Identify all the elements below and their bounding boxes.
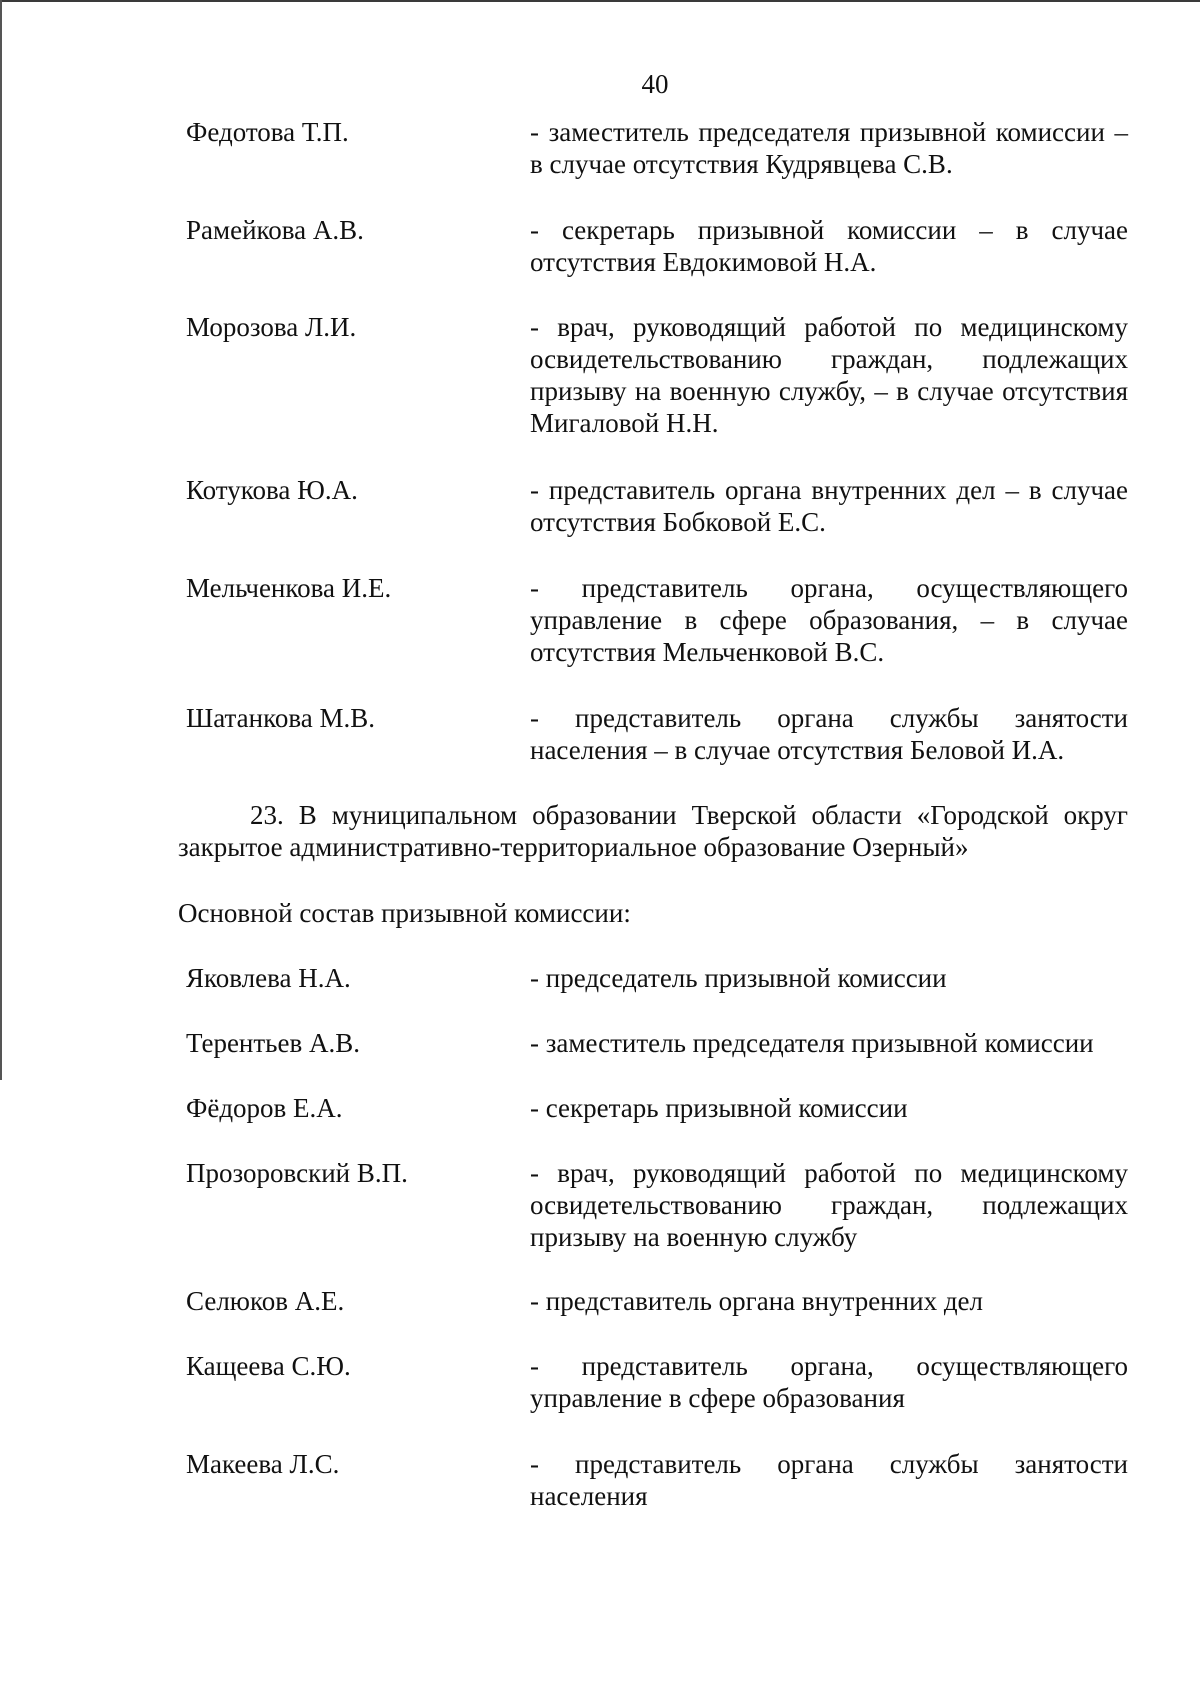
member-name: Прозоровский В.П. — [186, 1158, 408, 1188]
scan-top-edge — [0, 0, 1200, 2]
member-role: - заместитель председателя призывной комиссии — [530, 1028, 1094, 1058]
page-number: 40 — [641, 69, 669, 99]
member-role: - представитель органа, осуществляющего управление в сфере образования, – в случае отсутствия Мельченковой В.С. — [530, 573, 1128, 667]
member-name: Терентьев А.В. — [186, 1028, 360, 1058]
member-role: - секретарь призывной комиссии – в случае отсутствия Евдокимовой Н.А. — [530, 215, 1128, 277]
item-23-heading: 23. В муниципальном образовании Тверской области «Городской округ закрытое административно-территориальное образование Озерный» — [178, 800, 1128, 862]
member-name: Котукова Ю.А. — [186, 475, 358, 505]
member-role: - представитель органа, осуществляющего управление в сфере образования — [530, 1351, 1128, 1413]
member-name: Шатанкова М.В. — [186, 703, 375, 733]
member-role: - врач, руководящий работой по медицинскому освидетельствованию граждан, подлежащих призыву на военную службу, – в случае отсутствия Мигаловой Н.Н. — [530, 312, 1128, 438]
scan-left-edge — [0, 0, 2, 1080]
member-name: Рамейкова А.В. — [186, 215, 364, 245]
member-role: - представитель органа службы занятости населения — [530, 1449, 1128, 1511]
member-role: - председатель призывной комиссии — [530, 963, 947, 993]
member-name: Мельченкова И.Е. — [186, 573, 392, 603]
member-name: Морозова Л.И. — [186, 312, 357, 342]
member-name: Селюков А.Е. — [186, 1286, 345, 1316]
member-role: - представитель органа внутренних дел – в случае отсутствия Бобковой Е.С. — [530, 475, 1128, 537]
member-name: Кащеева С.Ю. — [186, 1351, 351, 1381]
member-role: - врач, руководящий работой по медицинскому освидетельствованию граждан, подлежащих призыву на военную службу — [530, 1158, 1128, 1252]
member-role: - секретарь призывной комиссии — [530, 1093, 908, 1123]
member-name: Фёдоров Е.А. — [186, 1093, 343, 1123]
member-name: Федотова Т.П. — [186, 117, 349, 147]
member-role: - представитель органа внутренних дел — [530, 1286, 984, 1316]
member-name: Яковлева Н.А. — [186, 963, 351, 993]
member-name: Макеева Л.С. — [186, 1449, 340, 1479]
main-composition-heading: Основной состав призывной комиссии: — [178, 898, 631, 928]
member-role: - представитель органа службы занятости населения – в случае отсутствия Беловой И.А. — [530, 703, 1128, 765]
member-role: - заместитель председателя призывной комиссии – в случае отсутствия Кудрявцева С.В. — [530, 117, 1128, 179]
